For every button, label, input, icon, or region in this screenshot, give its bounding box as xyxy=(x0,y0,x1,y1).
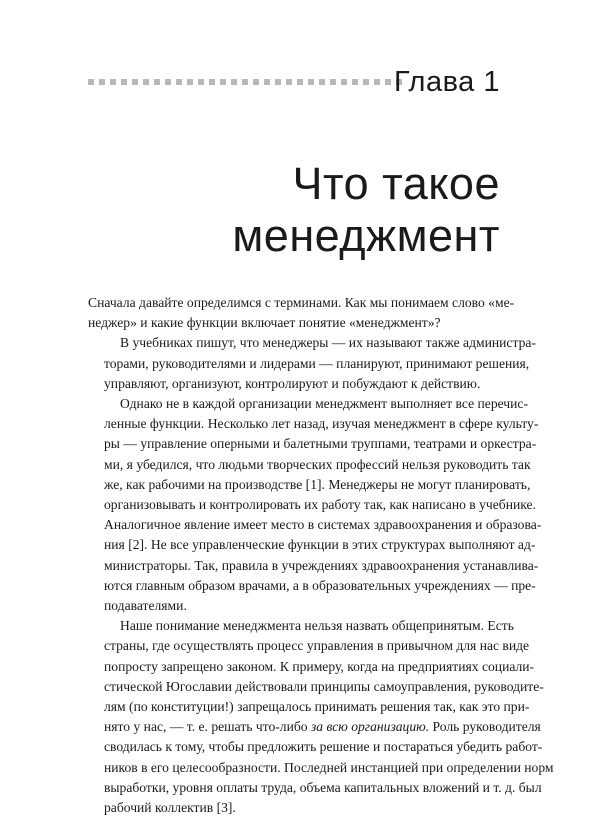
paragraph xyxy=(88,394,542,616)
chapter-header xyxy=(88,62,500,102)
text-line: рабочий коллектив [3]. xyxy=(104,800,236,816)
text-line: страны, где осуществлять процесс управления в привычном для нас виде xyxy=(104,638,530,654)
text-line: ры — управление оперными и балетными труппами, театрами и оркестра- xyxy=(104,436,537,452)
text-line: ленные функции. Несколько лет назад, изучая менеджмент в сфере культу- xyxy=(104,416,539,432)
text-line: Однако не в каждой организации менеджмент выполняет все перечис- xyxy=(120,396,528,412)
body-text xyxy=(88,293,554,818)
decorative-squares xyxy=(88,79,403,89)
chapter-title-line: менеджмент xyxy=(232,210,500,261)
text-line: подавателями. xyxy=(104,598,187,614)
text-line: попросту запрещено законом. К примеру, когда на предприятиях социали- xyxy=(104,658,535,674)
chapter-label: Глава 1 xyxy=(393,66,500,98)
text-line: организовывать и контролировать их работу так, как написано в учебнике. xyxy=(104,497,536,513)
text-line: неджер» и какие функции включает понятие «менеджмент»? xyxy=(88,315,441,331)
text-segment: нято у нас, — т. е. решать что-либо xyxy=(104,719,311,735)
text-line: Аналогичное явление имеет место в системах здравоохранения и образова- xyxy=(104,517,542,533)
text-line: сводилась к тому, чтобы предложить решение и постараться убедить работ- xyxy=(104,739,543,755)
paragraph xyxy=(88,293,515,333)
text-line: ются главным образом врачами, а в образовательных учреждениях — пре- xyxy=(104,577,536,593)
emphasis-text: за всю организацию. xyxy=(310,719,430,735)
text-segment: Роль руководителя xyxy=(429,719,541,735)
text-line: ми, я убедился, что людьми творческих профессий нельзя руководить так xyxy=(104,456,531,472)
text-line: ников в его целесообразности. Последней инстанцией при определении норм xyxy=(104,759,554,775)
text-line: стической Югославии действовали принципы самоуправления, руководите- xyxy=(104,678,544,694)
paragraph xyxy=(88,333,536,394)
text-line: лям (по конституции!) запрещалось принимать решения так, как это при- xyxy=(104,699,530,715)
paragraph xyxy=(88,616,554,818)
text-line: Сначала давайте определимся с терминами. Как мы понимаем слово «ме- xyxy=(88,295,515,310)
text-line: В учебниках пишут, что менеджеры — их называют также администра- xyxy=(120,335,536,351)
chapter-title-line: Что такое xyxy=(292,158,500,209)
text-line: торами, руководителями и лидерами — планируют, принимают решения, xyxy=(104,355,530,371)
chapter-title xyxy=(88,158,500,262)
text-line: ния [2]. Не все управленческие функции в этих структурах выполняют ад- xyxy=(104,537,536,553)
text-line: выработки, уровня оплаты труда, объема капитальных вложений и т. д. был xyxy=(104,779,542,795)
text-line: министраторы. Так, правила в учреждениях здравоохранения устанавлива- xyxy=(104,557,539,573)
text-line xyxy=(88,717,541,737)
text-line: управляют, организуют, контролируют и побуждают к действию. xyxy=(104,375,481,391)
text-line: же, как рабочими на производстве [1]. Менеджеры не могут планировать, xyxy=(104,476,531,492)
text-line: Наше понимание менеджмента нельзя назвать общепринятым. Есть xyxy=(120,618,514,634)
